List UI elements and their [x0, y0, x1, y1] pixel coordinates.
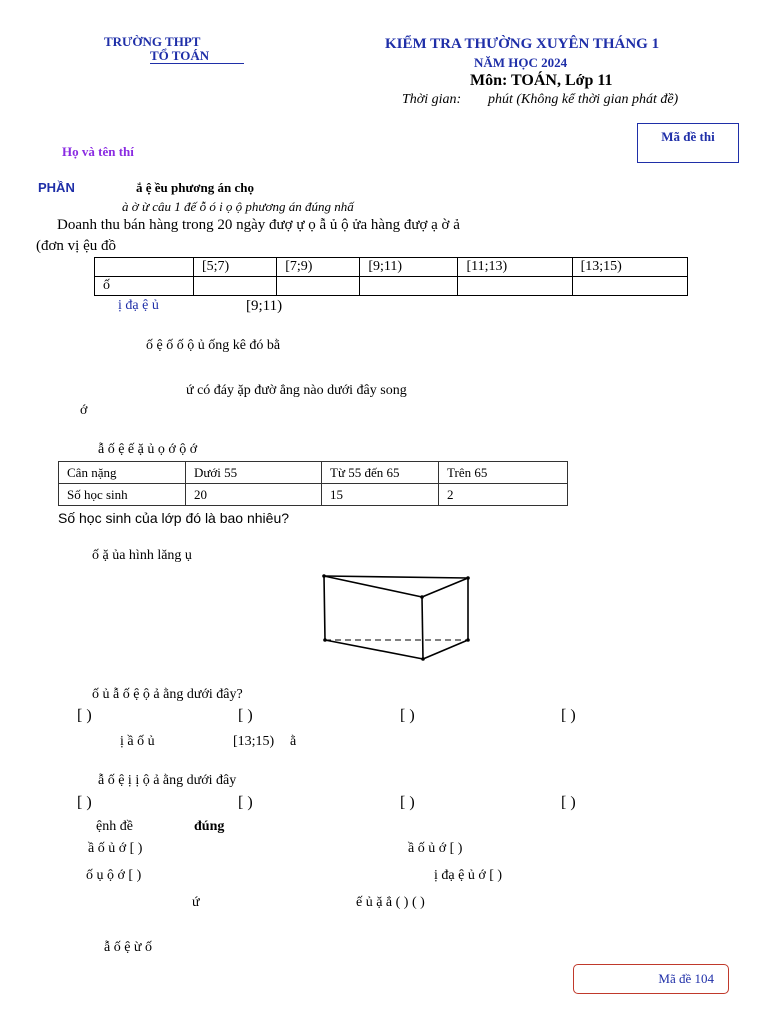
table-cell: Từ 55 đến 65 [322, 462, 439, 484]
footer-exam-code: Mã đề 104 [658, 971, 714, 986]
exam-code-box [637, 123, 739, 163]
prism-figure [318, 570, 474, 664]
q6-option-c[interactable]: [ ) [400, 707, 415, 724]
table-cell: Dưới 55 [186, 462, 322, 484]
q6-sub-value: [13;15) [233, 734, 275, 749]
q6-option-a[interactable]: [ ) [77, 707, 92, 724]
q6-sub-question: ị ầ ố ủ [120, 734, 155, 749]
q7-option-d[interactable]: [ ) [561, 794, 576, 811]
subject-line: Môn: TOÁN, Lớp 11 [470, 72, 613, 89]
table-cell: [9;11) [360, 258, 458, 277]
q8-statement-c[interactable]: ố ụ ộ ớ [ ) [86, 868, 142, 883]
table-cell: [5;7) [194, 258, 277, 277]
student-name-label: Họ và tên thí [62, 144, 134, 159]
school-name: TRƯỜNG THPT [104, 34, 201, 49]
q8-statement-a[interactable]: ầ ố ủ ớ [ ) [88, 841, 143, 856]
table-row [95, 277, 688, 296]
table-cell: 20 [186, 484, 322, 506]
table-cell [572, 277, 687, 296]
department-name: TỔ TOÁN [150, 48, 210, 63]
q5-text: ố ặ ủa hình lăng ụ [92, 548, 192, 563]
q8-lead: ệnh đề [96, 819, 133, 834]
q3-text-cont: ớ [80, 403, 88, 418]
time-label: Thời gian: [402, 92, 462, 107]
q8-statement-d[interactable]: ị đạ ệ ủ ớ [ ) [434, 868, 503, 883]
q2-text: ố ệ ố ố ộ ủ ống kê đó bằ [146, 338, 281, 353]
table-row [95, 258, 688, 277]
q3-text: ứ có đáy ặp đườ ẳng nào dưới đây song [186, 383, 407, 398]
table-row [59, 462, 568, 484]
q6-sub-tail: ằ [290, 734, 297, 749]
footer-exam-code-box [573, 964, 729, 994]
table-cell: 2 [439, 484, 568, 506]
q6-option-d[interactable]: [ ) [561, 707, 576, 724]
exam-title: KIỂM TRA THƯỜNG XUYÊN THÁNG 1 [385, 36, 660, 52]
table-cell [194, 277, 277, 296]
school-year: NĂM HỌC 2024 [474, 55, 568, 70]
q1-text-unit: (đơn vị ệu đồ [36, 238, 117, 254]
q6-text: ố ủ ẫ ố ệ ộ ả ằng dưới đây? [92, 687, 243, 702]
q7-option-c[interactable]: [ ) [400, 794, 415, 811]
section-title-prefix: PHẦN [38, 180, 75, 195]
section-title: ắ ệ ều phương án chọ [136, 180, 254, 195]
q8-lead-bold: đúng [194, 819, 225, 834]
table-cell [360, 277, 458, 296]
q8-statement-e-left: ứ [192, 895, 200, 910]
table-cell: 15 [322, 484, 439, 506]
table-cell: Cân nặng [59, 462, 186, 484]
department-underline [150, 63, 244, 64]
q7-text: ẫ ố ệ ị ị ộ ả ằng dưới đây [98, 773, 237, 788]
table-cell: Trên 65 [439, 462, 568, 484]
q4-text: ẫ ố ệ ế ặ ủ ọ ớ ộ ớ [98, 442, 198, 457]
q1-sub-question: ị đạ ệ ủ [118, 298, 159, 313]
time-note: phút (Không kể thời gian phát đề) [488, 92, 679, 107]
q6-option-b[interactable]: [ ) [238, 707, 253, 724]
q8-statement-b[interactable]: ầ ố ủ ớ [ ) [408, 841, 463, 856]
q7-option-a[interactable]: [ ) [77, 794, 92, 811]
table-cell: [7;9) [277, 258, 360, 277]
q8-statement-e-right: ế ủ ặ ẳ ( ) ( ) [356, 895, 425, 910]
table-cell [458, 277, 572, 296]
section-instructions: à ờ ừ câu 1 đế ỗ ó i ọ ộ phương án đúng nhấ [122, 199, 354, 214]
q4-question: Số học sinh của lớp đó là bao nhiêu? [58, 510, 290, 526]
q9-text: ẫ ố ệ ừ ố [104, 940, 153, 955]
exam-code-label: Mã đề thi [661, 129, 715, 144]
table-cell [95, 258, 194, 277]
q1-frequency-table [94, 257, 688, 296]
q1-sub-value: [9;11) [246, 298, 283, 314]
table-cell: [11;13) [458, 258, 572, 277]
q1-text: Doanh thu bán hàng trong 20 ngày đượ ự ọ ẫ ủ ộ ửa hàng đượ ạ ờ ả [57, 217, 460, 233]
table-row [59, 484, 568, 506]
q4-weight-table [58, 461, 568, 506]
table-cell: Số học sinh [59, 484, 186, 506]
table-cell: [13;15) [572, 258, 687, 277]
q7-option-b[interactable]: [ ) [238, 794, 253, 811]
table-cell [277, 277, 360, 296]
table-cell: ố [95, 277, 194, 296]
